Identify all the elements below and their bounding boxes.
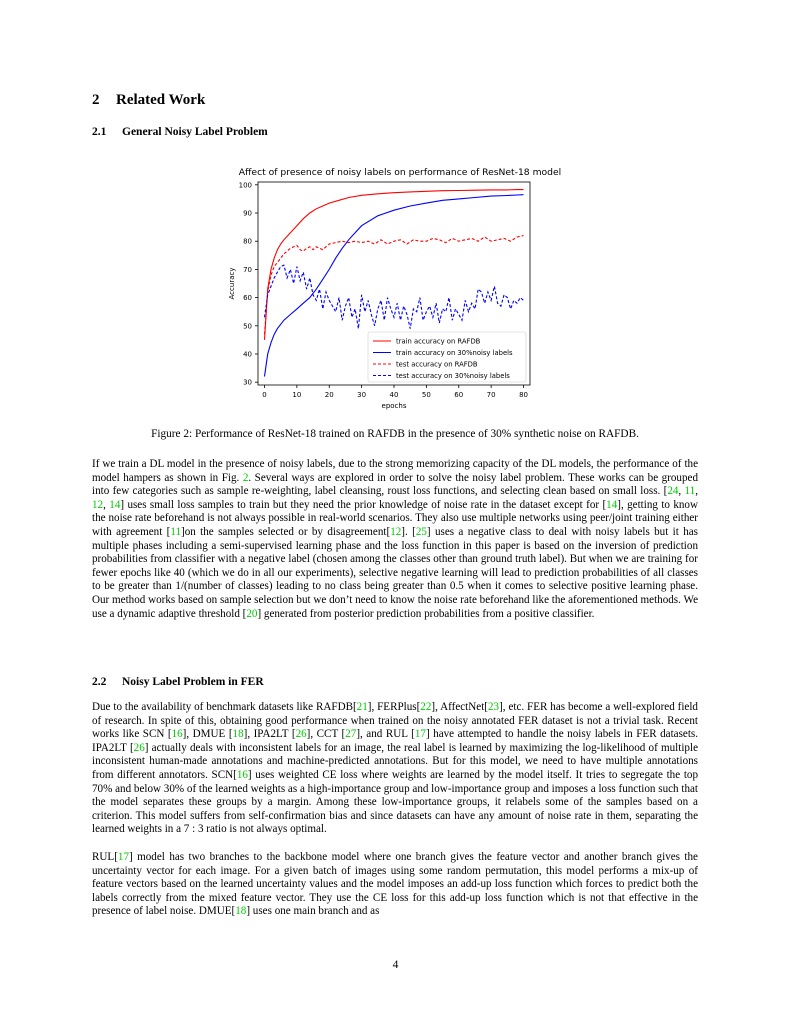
paragraph-text: ], etc. FER has become a well-explored field of research. In spite of this, obtaining good performance when trained on the noisy annotated FER dataset is not a trivial task. Recent works like SCN [ [92, 701, 698, 741]
paragraph-text: Due to the availability of benchmark datasets like RAFDB[ [92, 701, 357, 713]
citation-link[interactable]: 17 [117, 851, 129, 863]
page-number: 4 [392, 959, 399, 971]
y-tick-label: 60 [243, 294, 252, 303]
citation-link[interactable]: 21 [356, 701, 368, 713]
paragraph-text: ], CCT [ [306, 728, 346, 741]
citation-link[interactable]: 22 [420, 701, 432, 713]
paragraph-text: ], and RUL [ [356, 728, 415, 741]
citation-link[interactable]: 23 [487, 701, 500, 713]
citation-link[interactable]: 11 [170, 525, 182, 538]
citation-link[interactable]: 18 [235, 905, 247, 918]
y-tick-label: 50 [243, 322, 252, 331]
x-axis-label: epochs [381, 402, 407, 410]
legend-label: test accuracy on RAFDB [396, 360, 478, 369]
legend-label: train accuracy on RAFDB [396, 337, 481, 346]
citation-link[interactable]: 14 [109, 498, 121, 511]
paragraph-text: ] actually deals with inconsistent labels for an image, the real label is learned by maximizing the log-likelihood of multiple inconsistent human-made annotations and machine-predicted annotations. But for this model, we need to have multiple annotations from different annotators. SCN[ [92, 741, 698, 781]
section-heading [92, 92, 205, 109]
citation-link[interactable]: 24 [667, 485, 679, 498]
citation-link[interactable]: 11 [684, 485, 696, 498]
citation-link[interactable]: 14 [606, 498, 618, 511]
y-tick-label: 40 [243, 350, 252, 359]
x-tick-label: 70 [486, 391, 496, 399]
x-tick-label: 40 [389, 391, 399, 399]
citation-link[interactable]: 25 [415, 525, 427, 538]
legend-label: train accuracy on 30%noisy labels [396, 349, 513, 357]
chart-title: Affect of presence of noisy labels on performance of ResNet-18 model [238, 167, 562, 178]
citation-link[interactable]: 2 [242, 471, 249, 484]
series-line-3 [265, 265, 524, 328]
citation-link[interactable]: 26 [295, 728, 307, 741]
y-axis-label: Accuracy [228, 267, 236, 300]
paragraph-text: ], DMUE [ [182, 728, 233, 741]
y-tick-label: 30 [243, 378, 252, 387]
citation-link[interactable]: 26 [133, 741, 145, 754]
paragraph-text: ], getting to know the noise rate beforehand is not always possible in real-world scenarios. They also use multiple networks using peer/joint training either with agreement [ [92, 498, 698, 538]
y-tick-label: 80 [243, 237, 252, 246]
legend-label: test accuracy on 30%noisy labels [396, 372, 510, 380]
paragraph-rul-dmue [92, 851, 698, 919]
figure-2-chart [218, 160, 568, 420]
paragraph-text: ]. [ [401, 525, 416, 538]
x-tick-label: 10 [292, 391, 302, 399]
paragraph-text: ] uses one main branch and as [246, 905, 380, 918]
paragraph-noisy-label-overview [92, 458, 698, 621]
citation-link[interactable]: 16 [171, 728, 183, 741]
paragraph-text: ] uses weighted CE loss where weights are learned by the model itself. It tries to segregate the top 70% and below 30% of the learned weights as a high-importance group and low-importance group and imposes a loss function such that the model separates these groups by a margin. Among these low-importance groups, it relabels some of the samples based on a criterion. This model suffers from self-confirmation bias and since datasets can have any amount of noise rate in them, separating the learned weights in a 7 : 3 ratio is not always optimal. [92, 768, 698, 836]
paragraph-text: RUL[ [92, 851, 118, 863]
paragraph-text: ] generated from posterior prediction probabilities from a positive classifier. [257, 607, 595, 620]
citation-link[interactable]: 27 [345, 728, 357, 741]
x-tick-label: 80 [519, 391, 528, 399]
subsection-number: 2.2 [92, 676, 107, 688]
paragraph-text: ] model has two branches to the backbone model where one branch gives the feature vector and another branch gives the uncertainty vector for each image. For a given batch of images using some random permutation, this model performs a mix-up of feature vectors based on the learned uncertainty values and the model imposes an add-up loss function which forces to predict both the labels correctly from the mixed feature vector. They use the CE loss for this add-up loss function which is not that effective in the presence of label noise. DMUE[ [92, 851, 698, 918]
paragraph-text: , [678, 485, 685, 498]
section-title: Related Work [116, 92, 206, 108]
citation-link[interactable]: 17 [414, 728, 426, 741]
x-tick-label: 20 [324, 391, 334, 399]
paragraph-text: . Several ways are explored in order to solve the noisy label problem. These works can be grouped into few categories such as sample re-weighting, label cleansing, roust loss functions, and selecting clean based on small loss. [ [92, 471, 698, 498]
x-tick-label: 50 [421, 391, 431, 399]
x-tick-label: 30 [357, 391, 367, 399]
paragraph-text: ], IPA2LT [ [243, 728, 296, 741]
section-number: 2 [92, 92, 100, 108]
y-tick-label: 100 [238, 181, 252, 190]
paragraph-fer-noisy-labels [92, 701, 698, 837]
subsection-title: General Noisy Label Problem [122, 126, 268, 138]
series-line-2 [265, 236, 524, 335]
x-tick-label: 60 [454, 391, 464, 399]
paragraph-text: If we train a DL model in the presence of noisy labels, due to the strong memorizing capacity of the DL models, the performance of the model hampers as shown in Fig. [92, 458, 698, 484]
paragraph-text: ]on the samples selected or by disagreement[ [181, 525, 391, 538]
x-tick-label: 0 [262, 391, 267, 399]
paragraph-text: , [695, 485, 698, 498]
figure-caption: Figure 2: Performance of ResNet-18 trained on RAFDB in the presence of 30% synthetic noise on RAFDB. [151, 428, 639, 440]
subsection-heading-2-1 [92, 126, 268, 138]
paragraph-text: , [103, 498, 110, 511]
citation-link[interactable]: 18 [232, 728, 244, 741]
subsection-title: Noisy Label Problem in FER [122, 676, 264, 688]
subsection-number: 2.1 [92, 126, 107, 138]
citation-link[interactable]: 12 [390, 525, 402, 538]
paragraph-text: ], FERPlus[ [367, 701, 421, 713]
subsection-heading-2-2 [92, 676, 264, 688]
citation-link[interactable]: 20 [246, 607, 258, 620]
y-tick-label: 90 [243, 209, 252, 218]
paragraph-text: ], AffectNet[ [431, 701, 488, 713]
paragraph-text: ] have attempted to handle the noisy labels in FER datasets. IPA2LT [ [92, 728, 698, 754]
paragraph-text: ] uses small loss samples to train but they need the prior knowledge of noise rate in the dataset except for [ [120, 498, 607, 511]
citation-link[interactable]: 16 [236, 768, 248, 781]
y-tick-label: 70 [243, 265, 252, 274]
paragraph-text: ] uses a negative class to deal with noisy labels but it has multiple phases including a semi-supervised learning phase and the loss function in this paper is based on the inversion of prediction probabilities from classifier with a negative label (chosen among the classes other than ground truth label). But when we are training for fewer epochs like 40 (which we do in all our experiments), selective negative learning will lead to prediction probabilities of all classes to be greater than 1/(number of classes) leading to no class being greater than 0.5 when it comes to selective positive learning phase. Our method works based on sample selection but we don’t need to know the noise rate beforehand like the aforementioned methods. We use a dynamic adaptive threshold [ [92, 525, 698, 620]
citation-link[interactable]: 12 [92, 498, 104, 511]
